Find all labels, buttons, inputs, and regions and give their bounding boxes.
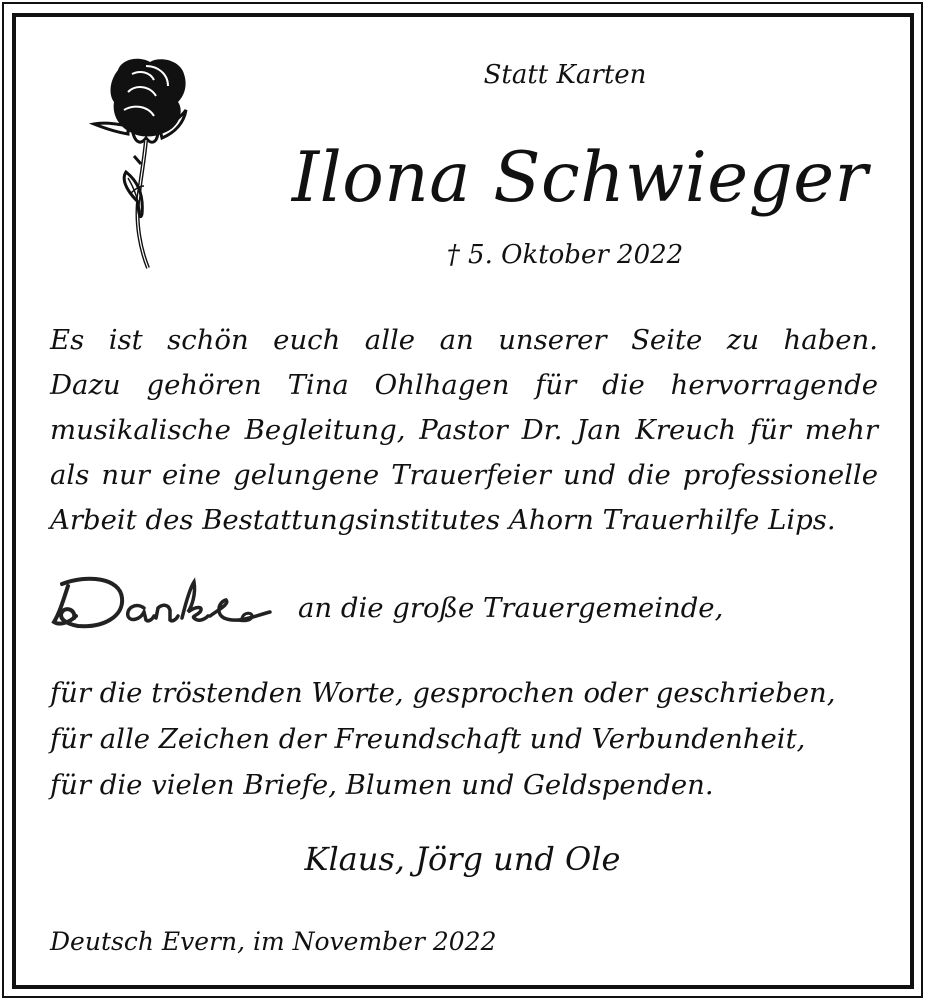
deceased-name: Ilona Schwieger bbox=[291, 138, 869, 218]
place-date: Deutsch Evern, im November 2022 bbox=[50, 927, 497, 956]
gratitude-list bbox=[50, 670, 835, 808]
gratitude-line: für alle Zeichen der Freundschaft und Verbundenheit, bbox=[50, 723, 806, 755]
paragraph-line: als nur eine gelungene Trauerfeier und die professionelle bbox=[50, 459, 878, 491]
statt-karten: Statt Karten bbox=[483, 60, 647, 90]
paragraph-line: Arbeit des Bestattungsinstitutes Ahorn Trauerhilfe Lips. bbox=[50, 504, 836, 536]
signature: Klaus, Jörg und Ole bbox=[304, 840, 621, 878]
danke-handwriting bbox=[48, 572, 283, 638]
gratitude-line: für die vielen Briefe, Blumen und Geldspenden. bbox=[50, 769, 714, 801]
paragraph-line: musikalische Begleitung, Pastor Dr. Jan Kreuch für mehr bbox=[50, 414, 878, 446]
paragraph-line: Es ist schön euch alle an unserer Seite zu haben. bbox=[50, 324, 878, 356]
death-date: † 5. Oktober 2022 bbox=[446, 240, 684, 270]
paragraph-line: Dazu gehören Tina Ohlhagen für die hervorragende bbox=[50, 369, 878, 401]
danke-text: an die große Trauergemeinde, bbox=[298, 592, 724, 624]
thanks-paragraph bbox=[50, 318, 878, 543]
gratitude-line: für die tröstenden Worte, gesprochen oder geschrieben, bbox=[50, 677, 836, 709]
